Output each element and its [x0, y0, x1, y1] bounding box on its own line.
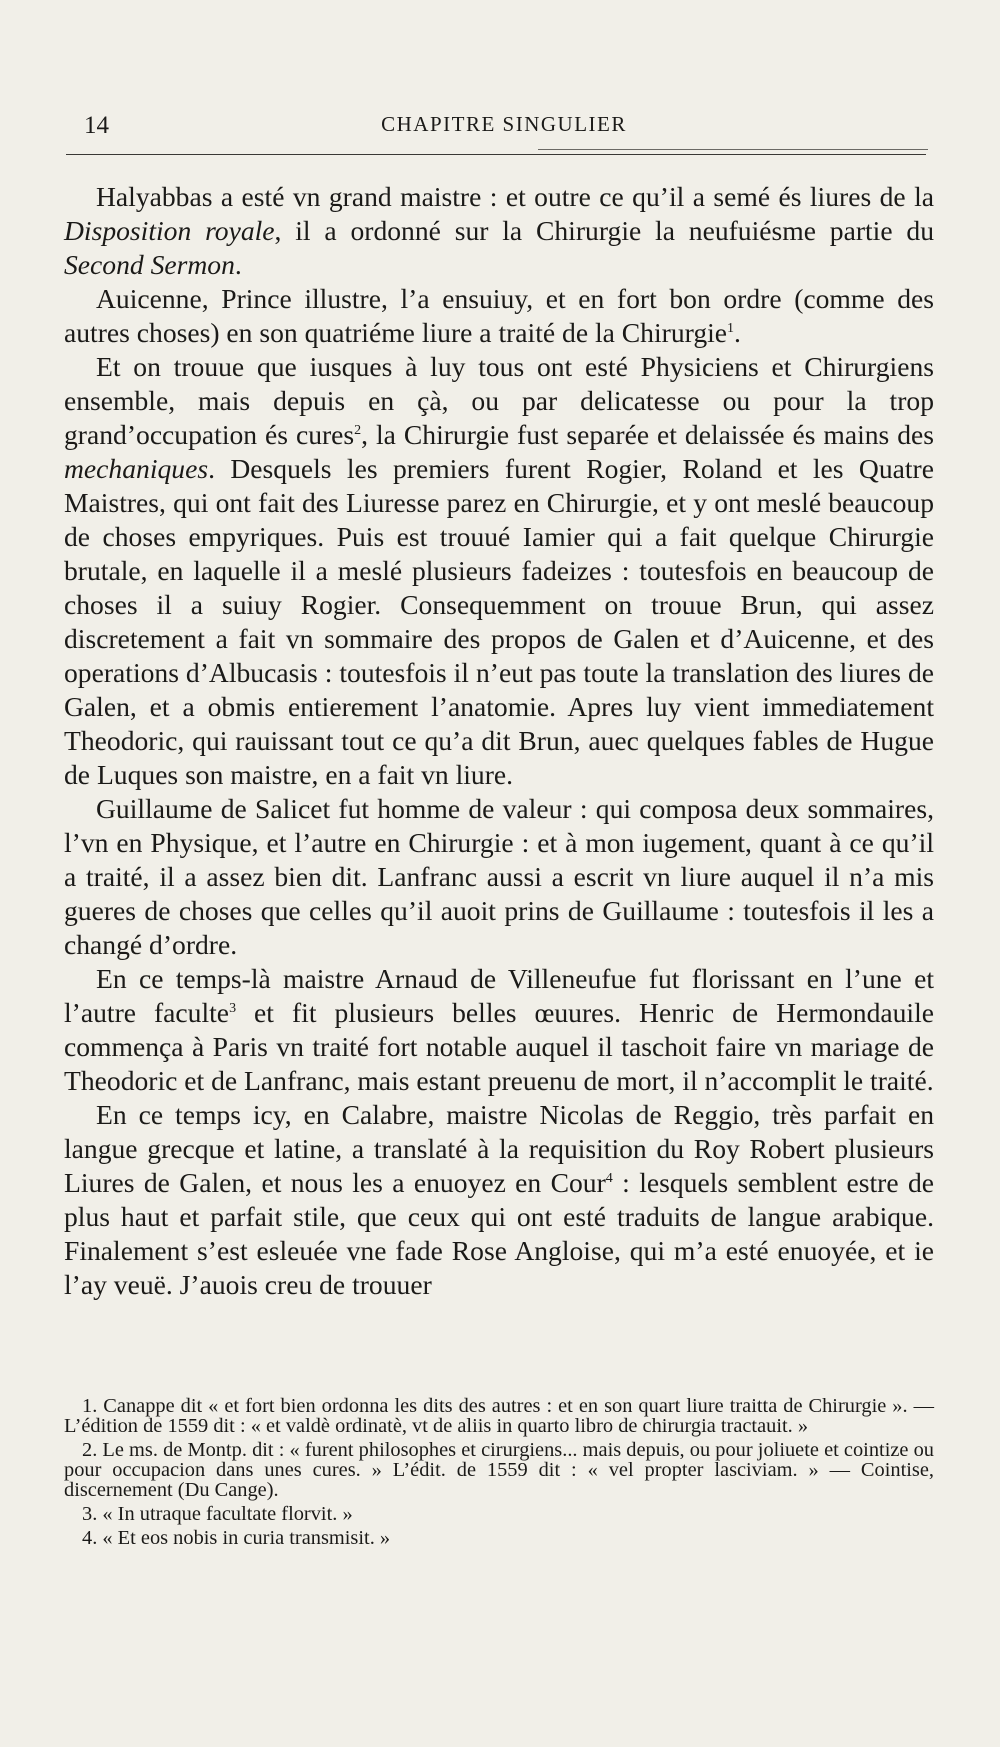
page-number: 14 [84, 112, 109, 139]
footnotes [64, 1396, 934, 1548]
footnote: 4. « Et eos nobis in curia transmisit. » [82, 1527, 391, 1549]
footnote-ref: 1 [727, 320, 735, 336]
paragraph: Et on trouue que iusques à luy tous ont esté Physiciens et Chirurgiens ensemble, mais depuis en çà, ou par delicatesse ou pour la trop grand’occupation és cures$^2$, la Chirurgie fust separée et delaissée és mains des mechaniques. Desquels les premiers furent Rogier, Roland et les Quatre Maistres, qui ont fait des Liuresse parez en Chirurgie, et y ont meslé beaucoup de choses empyriques. Puis est trouué Iamier qui a fait quelque Chirurgie brutale, en laquelle il a meslé plusieurs fadeizes : toutesfois en beaucoup de choses il a suiuy Rogier. Consequemment on trouue Brun, qui assez discretement a fait vn sommaire des propos de Galen et d’Auicenne, et des operations d’Albucasis : toutesfois il n’eut pas toute la translation des liures de Galen, et a obmis entierement l’anatomie. Apres luy vient immediatement Theodoric, qui rauissant tout ce qu’a dit Brun, auec quelques fables de Hugue de Luques son maistre, en a fait vn liure. [64, 351, 935, 790]
running-title: CHAPITRE SINGULIER [381, 112, 627, 136]
paragraph: Guillaume de Salicet fut homme de valeur : qui composa deux sommaires, l’vn en Physique, et l’autre en Chirurgie : et à mon iugement, quant à ce qu’il a traité, il a assez bien dit. Lanfranc aussi a escrit vn liure auquel il n’a mis gueres de choses que celles qu’il auoit prins de Guillaume : toutesfois il les a changé d’ordre. [64, 793, 934, 960]
paragraph: En ce temps-là maistre Arnaud de Villeneufue fut florissant en l’une et l’autre faculte$^3$ et fit plusieurs belles œuures. Henric de Hermondauile commença à Paris vn traité fort notable auquel il taschoit faire vn mariage de Theodoric et de Lanfranc, mais estant preuenu de mort, il n’accomplit le traité. [64, 963, 934, 1096]
paragraph: En ce temps icy, en Calabre, maistre Nicolas de Reggio, très parfait en langue grecque et latine, a translaté à la requisition du Roy Robert plusieurs Liures de Galen, et nous les a enuoyez en Cour$^4$ : lesquels semblent estre de plus haut et parfait stile, que ceux qui ont esté traduits de langue arabique. Finalement s’est esleuée vne fade Rose Angloise, qui m’a esté enuoyée, et ie l’ay veuë. J’auois creu de trouuer [64, 1099, 934, 1300]
main-text [64, 180, 934, 1302]
running-header [84, 112, 924, 144]
italic-title: Disposition royale [64, 215, 275, 246]
header-rule-short [538, 149, 928, 150]
header-rule [66, 154, 926, 155]
footnote-ref: 2 [354, 422, 362, 438]
italic-term: mechaniques [64, 453, 209, 484]
footnote: 1. Canappe dit « et fort bien ordonna les dits des autres : et en son quart liure traitta de Chirurgie ». — L’édition de 1559 dit : « et valdè ordinatè, vt de aliis in quarto libro de chirurgia tractauit. » [64, 1395, 934, 1437]
footnote-ref: 4 [605, 1170, 613, 1186]
paragraph: Halyabbas a esté vn grand maistre : et outre ce qu’il a semé és liures de la Disposition royale, il a ordonné sur la Chirurgie la neufuiésme partie du Second Sermon. [64, 181, 934, 280]
footnote: 3. « In utraque facultate florvit. » [82, 1503, 353, 1525]
italic-title: Second Sermon [64, 249, 235, 280]
paragraph: Auicenne, Prince illustre, l’a ensuiuy, et en fort bon ordre (comme des autres choses) en son quatriéme liure a traité de la Chirurgie$^1$. [64, 283, 934, 348]
footnote-ref: 3 [229, 1000, 237, 1016]
footnote: 2. Le ms. de Montp. dit : « furent philosophes et cirurgiens... mais depuis, ou pour joliuete et cointize ou pour occupacion dans unes cures. » L’édit. de 1559 dit : « vel propter lasciviam. » — Cointise, discernement (Du Cange). [64, 1439, 934, 1501]
